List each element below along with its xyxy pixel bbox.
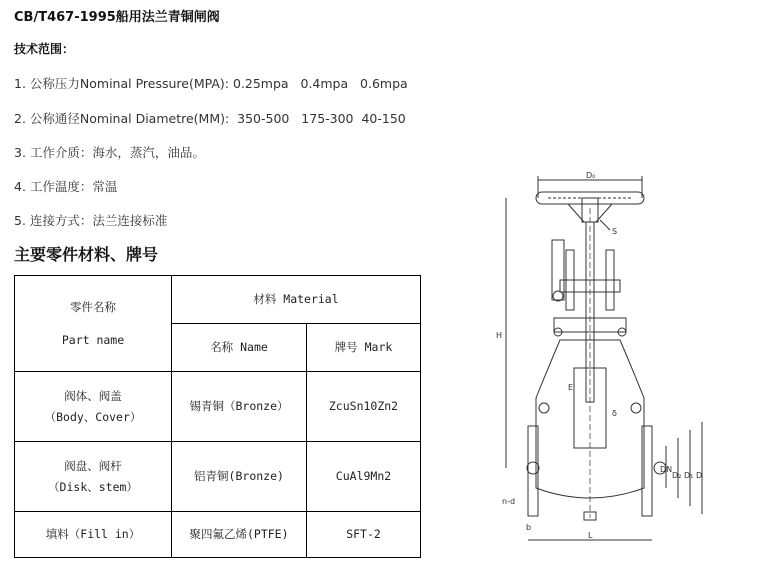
label-e: E: [568, 383, 574, 392]
row-material-name: 铝青铜(Bronze): [172, 442, 307, 512]
parts-heading: 主要零件材料、牌号: [14, 245, 159, 264]
row-part: 阀体、阀盖 （Body、Cover）: [15, 372, 172, 442]
label-d: D: [696, 471, 703, 480]
label-nd: n-d: [502, 497, 516, 506]
spec-temperature: 4. 工作温度：常温: [14, 179, 118, 194]
body-bolt-right: [631, 403, 641, 413]
header-part-name: [15, 276, 172, 372]
label-d2: D₂: [672, 471, 682, 480]
spec-medium: 3. 工作介质：海水，蒸汽，油品。: [14, 145, 205, 160]
table-row: [15, 372, 421, 442]
header-part-en: Part name: [61, 332, 125, 347]
table-row: [15, 442, 421, 512]
page-title: CB/T467-1995船用法兰青铜闸阀: [14, 10, 220, 25]
gate-valve-drawing: [488, 168, 718, 550]
flange-bolt-left: [527, 462, 539, 474]
header-name: 名称 Name: [172, 324, 307, 372]
row-material-name: 锡青铜（Bronze）: [172, 372, 307, 442]
row-part: 填料（Fill in）: [15, 512, 172, 558]
row-mark: CuAl9Mn2: [307, 442, 421, 512]
row-part: 阀盘、阀杆 （Disk、stem）: [15, 442, 172, 512]
header-mark: 牌号 Mark: [307, 324, 421, 372]
label-h: H: [496, 331, 503, 340]
label-b: b: [526, 523, 532, 532]
row-mark: ZcuSn10Zn2: [307, 372, 421, 442]
label-delta: δ: [612, 409, 617, 418]
table-row: [15, 512, 421, 558]
label-s: S: [612, 227, 618, 236]
parts-table: [14, 275, 421, 558]
label-d0: D₀: [586, 171, 596, 180]
label-l: L: [588, 531, 593, 540]
leader-s: [600, 220, 610, 230]
label-dn: DN: [660, 465, 673, 474]
spec-pressure: 1. 公称压力Nominal Pressure(MPA): 0.25mpa 0.4mpa 0.6mpa: [14, 76, 408, 91]
header-part-cn: 零件名称: [70, 299, 116, 314]
spec-diameter: 2. 公称通径Nominal Diametre(MM): 350-500 175-300 40-150: [14, 111, 406, 126]
row-mark: SFT-2: [307, 512, 421, 558]
header-material: 材料 Material: [172, 276, 421, 324]
body-bolt-left: [539, 403, 549, 413]
spec-connection: 5. 连接方式：法兰连接标准: [14, 213, 168, 228]
row-material-name: 聚四氟乙烯(PTFE): [172, 512, 307, 558]
scope-heading: 技术范围：: [14, 42, 75, 56]
label-d1: D₁: [684, 471, 694, 480]
